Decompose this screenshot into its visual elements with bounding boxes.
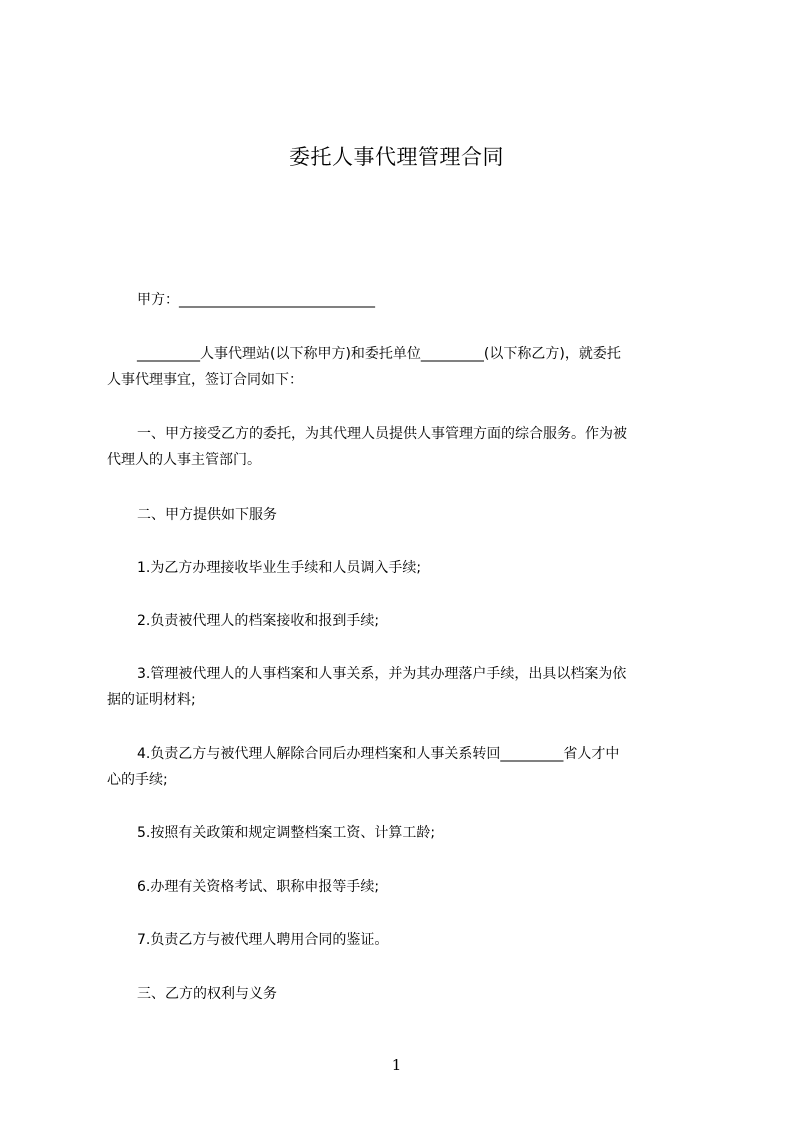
clause-2-heading-text: 二、甲方提供如下服务 bbox=[137, 507, 277, 523]
service-item-1 bbox=[137, 555, 717, 581]
service-item-2-text: 2.负责被代理人的档案接收和报到手续; bbox=[137, 613, 380, 629]
clause-1-paragraph bbox=[107, 421, 717, 473]
document-title: 委托人事代理管理合同 bbox=[289, 145, 504, 169]
service-item-4-line-1: 4.负责乙方与被代理人解除合同后办理档案和人事关系转回_________省人才中 bbox=[137, 746, 620, 762]
party-a-line bbox=[137, 287, 717, 313]
service-item-5-text: 5.按照有关政策和规定调整档案工资、计算工龄; bbox=[137, 825, 436, 841]
service-item-6 bbox=[137, 874, 717, 900]
service-item-3-line-2: 据的证明材料; bbox=[107, 692, 196, 708]
clause-1-line-2: 代理人的人事主管部门。 bbox=[107, 452, 261, 468]
intro-line-1: _________人事代理站(以下称甲方)和委托单位_________(以下称乙方)，就委托 bbox=[137, 346, 621, 362]
service-item-3 bbox=[107, 661, 717, 713]
service-item-4 bbox=[107, 741, 717, 793]
service-item-1-text: 1.为乙方办理接收毕业生手续和人员调入手续; bbox=[137, 560, 422, 576]
service-item-5 bbox=[137, 820, 717, 846]
service-item-4-line-2: 心的手续; bbox=[107, 772, 168, 788]
intro-paragraph bbox=[107, 341, 717, 393]
service-item-2 bbox=[137, 608, 717, 634]
service-item-3-line-1: 3.管理被代理人的人事档案和人事关系，并为其办理落户手续，出具以档案为依 bbox=[137, 666, 627, 682]
service-item-6-text: 6.办理有关资格考试、职称申报等手续; bbox=[137, 879, 380, 895]
service-item-7-text: 7.负责乙方与被代理人聘用合同的鉴证。 bbox=[137, 932, 389, 948]
page-number: 1 bbox=[391, 1056, 402, 1074]
clause-2-heading bbox=[137, 502, 717, 528]
clause-3-heading-text: 三、乙方的权利与义务 bbox=[137, 986, 277, 1002]
clause-3-heading bbox=[137, 981, 717, 1007]
clause-1-line-1: 一、甲方接受乙方的委托，为其代理人员提供人事管理方面的综合服务。作为被 bbox=[137, 426, 627, 442]
intro-line-2: 人事代理事宜，签订合同如下： bbox=[107, 372, 303, 388]
service-item-7 bbox=[137, 927, 717, 953]
party-a-text: 甲方：____________________________ bbox=[137, 292, 375, 308]
